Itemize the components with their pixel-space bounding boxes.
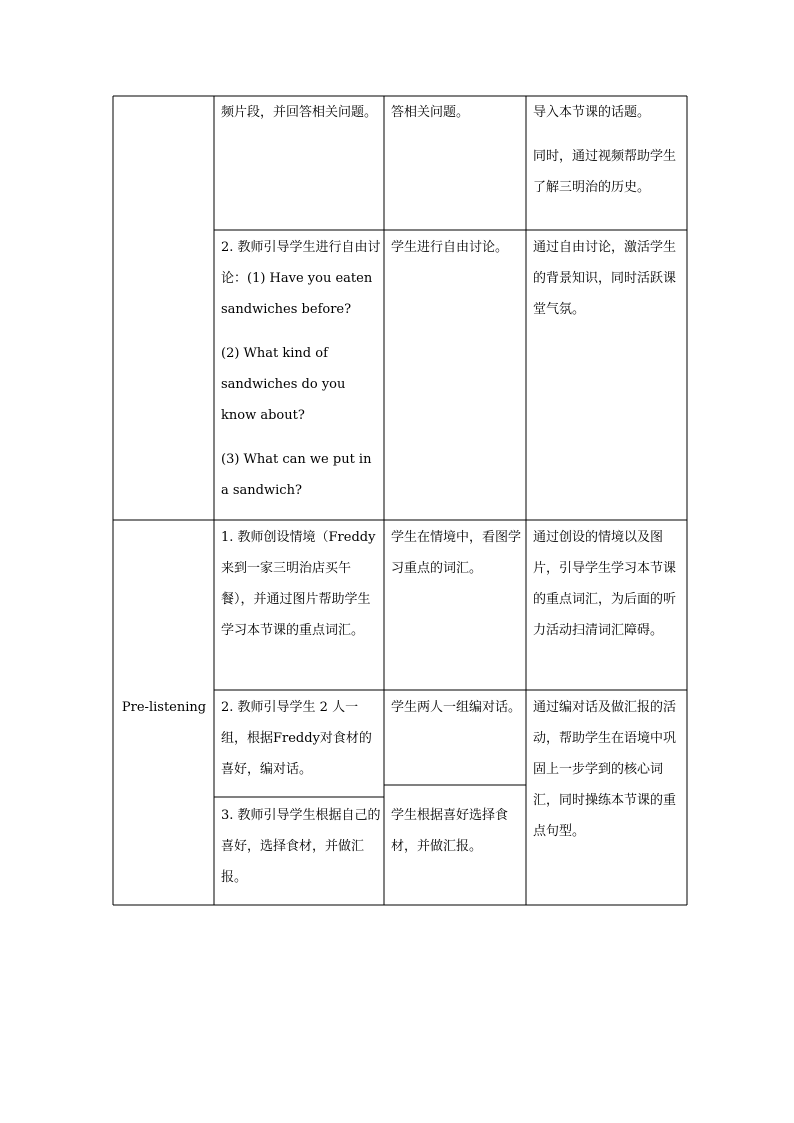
teacher-activity-text: 3. 教师引导学生根据自己的喜好，选择食材，并做汇报。 xyxy=(221,808,381,885)
teacher-activity-cell xyxy=(221,97,381,128)
teacher-activity-cell xyxy=(221,800,381,893)
purpose-cell xyxy=(533,692,681,847)
purpose-text: 同时，通过视频帮助学生了解三明治的历史。 xyxy=(533,149,677,195)
stage-cell xyxy=(114,97,214,520)
teacher-activity-cell xyxy=(221,522,381,646)
teacher-activity-text: 2. 教师引导学生进行自由讨论：(1) Have you eaten sandwiches before? xyxy=(221,240,381,317)
teacher-activity-text: (3) What can we put in a sandwich? xyxy=(221,452,372,498)
teacher-activity-cell xyxy=(221,232,381,506)
student-activity-cell xyxy=(391,692,523,723)
stage-cell xyxy=(114,692,214,723)
teacher-activity-text: 1. 教师创设情境（Freddy来到一家三明治店买午餐），并通过图片帮助学生学习本节课的重点词汇。 xyxy=(221,530,376,638)
stage-label: Pre-listening xyxy=(121,700,207,715)
student-activity-text: 学生根据喜好选择食材，并做汇报。 xyxy=(391,808,509,854)
purpose-cell xyxy=(533,522,681,646)
student-activity-cell xyxy=(391,232,523,263)
teacher-activity-text: (2) What kind of sandwiches do you know about? xyxy=(221,346,346,423)
student-activity-text: 答相关问题。 xyxy=(391,105,470,120)
student-activity-cell xyxy=(391,800,523,862)
teacher-activity-text: 频片段，并回答相关问题。 xyxy=(221,105,378,120)
purpose-cell xyxy=(533,97,681,203)
purpose-text: 通过编对话及做汇报的活动，帮助学生在语境中巩固上一步学到的核心词汇，同时操练本节课的重点句型。 xyxy=(533,700,677,839)
purpose-text: 通过自由讨论，激活学生的背景知识，同时活跃课堂气氛。 xyxy=(533,240,677,317)
student-activity-cell xyxy=(391,522,523,584)
purpose-text: 导入本节课的话题。 xyxy=(533,105,651,120)
student-activity-cell xyxy=(391,97,523,128)
purpose-text: 通过创设的情境以及图片，引导学生学习本节课的重点词汇，为后面的听力活动扫清词汇障碍。 xyxy=(533,530,677,638)
teacher-activity-cell xyxy=(221,692,381,785)
student-activity-text: 学生两人一组编对话。 xyxy=(391,700,522,715)
student-activity-text: 学生在情境中，看图学习重点的词汇。 xyxy=(391,530,522,576)
teacher-activity-text: 2. 教师引导学生 2 人一组，根据Freddy对食材的喜好，编对话。 xyxy=(221,700,372,777)
purpose-cell xyxy=(533,232,681,325)
student-activity-text: 学生进行自由讨论。 xyxy=(391,240,509,255)
